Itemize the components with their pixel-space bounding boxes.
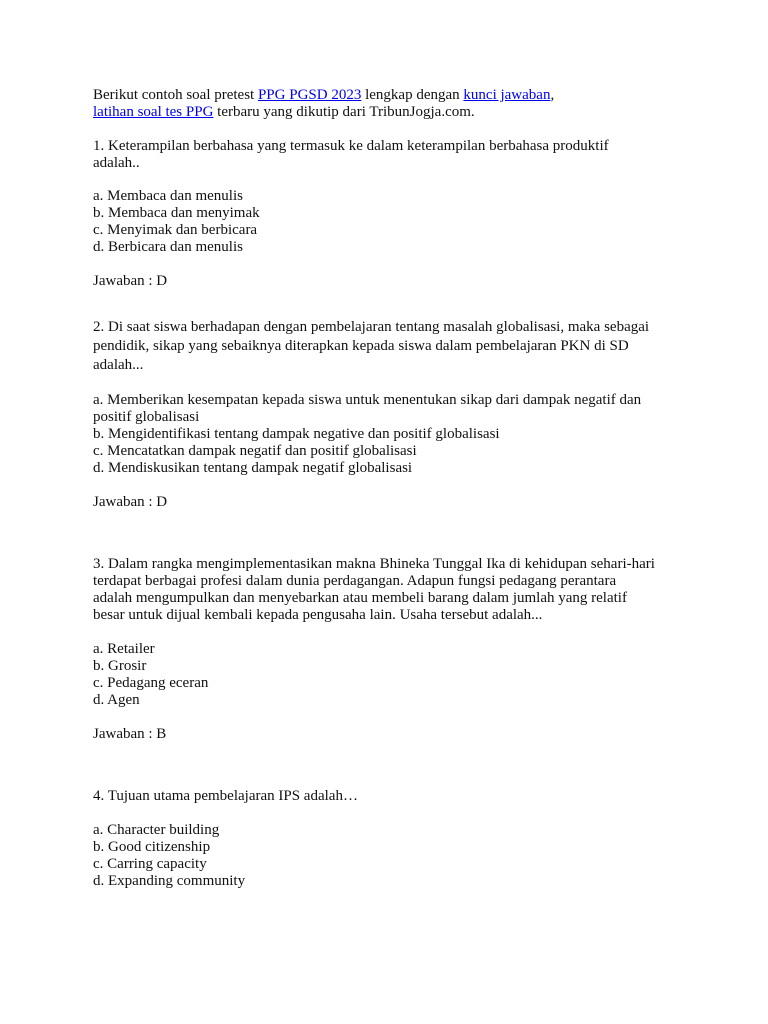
- answer-text: Jawaban : D: [93, 494, 168, 510]
- question-4: [93, 788, 693, 890]
- option-item: positif globalisasi: [93, 409, 200, 425]
- question-line: 1. Keterampilan berbahasa yang termasuk ke dalam keterampilan berbahasa produktif: [93, 138, 609, 154]
- question-text: [93, 788, 693, 805]
- question-line: 3. Dalam rangka mengimplementasikan makna Bhineka Tunggal Ika di kehidupan sehari-hari: [93, 556, 655, 572]
- answer-text: Jawaban : B: [93, 726, 167, 742]
- option-item: a. Membaca dan menulis: [93, 188, 243, 204]
- option-item: b. Grosir: [93, 658, 147, 674]
- question-line: 4. Tujuan utama pembelajaran IPS adalah…: [93, 788, 358, 804]
- option-item: c. Carring capacity: [93, 856, 207, 872]
- option-item: b. Mengidentifikasi tentang dampak negative dan positif globalisasi: [93, 426, 500, 442]
- question-text: [93, 556, 693, 624]
- option-list: [93, 822, 693, 890]
- option-item: b. Membaca dan menyimak: [93, 205, 260, 221]
- link-latihan-soal-tes-ppg[interactable]: latihan soal tes PPG: [93, 104, 214, 120]
- option-item: c. Menyimak dan berbicara: [93, 222, 258, 238]
- question-text: [93, 138, 693, 172]
- question-line: adalah mengumpulkan dan menyebarkan atau membeli barang dalam jumlah yang relatif: [93, 590, 627, 606]
- question-2: [93, 318, 693, 511]
- question-3: [93, 556, 693, 743]
- option-item: a. Character building: [93, 822, 220, 838]
- question-line: terdapat berbagai profesi dalam dunia perdagangan. Adapun fungsi pedagang perantara: [93, 573, 617, 589]
- question-line: pendidik, sikap yang sebaiknya diterapkan kepada siswa dalam pembelajaran PKN di SD: [93, 338, 629, 354]
- intro-line-2: [93, 104, 693, 121]
- intro-line-1: [93, 87, 693, 104]
- option-list: [93, 641, 693, 709]
- option-item: d. Berbicara dan menulis: [93, 239, 243, 255]
- intro-text: Berikut contoh soal pretest: [93, 87, 258, 103]
- option-list: [93, 392, 693, 477]
- option-item: b. Good citizenship: [93, 839, 211, 855]
- option-item: d. Agen: [93, 692, 140, 708]
- question-line: adalah..: [93, 155, 140, 171]
- question-1: [93, 138, 693, 290]
- intro-text: lengkap dengan: [361, 87, 464, 103]
- answer-text: Jawaban : D: [93, 273, 168, 289]
- link-ppg-pgsd-2023[interactable]: PPG PGSD 2023: [257, 87, 362, 103]
- option-item: d. Mendiskusikan tentang dampak negatif globalisasi: [93, 460, 413, 476]
- option-item: c. Mencatatkan dampak negatif dan positif globalisasi: [93, 443, 417, 459]
- option-list: [93, 188, 693, 256]
- link-kunci-jawaban[interactable]: kunci jawaban: [463, 87, 551, 103]
- intro-text: terbaru yang dikutip dari TribunJogja.com.: [213, 104, 475, 120]
- option-item: a. Retailer: [93, 641, 155, 657]
- question-line: 2. Di saat siswa berhadapan dengan pembelajaran tentang masalah globalisasi, maka sebagai: [93, 319, 650, 335]
- option-item: a. Memberikan kesempatan kepada siswa untuk menentukan sikap dari dampak negatif dan: [93, 392, 642, 408]
- option-item: d. Expanding community: [93, 873, 246, 889]
- option-item: c. Pedagang eceran: [93, 675, 209, 691]
- question-line: adalah...: [93, 357, 144, 373]
- question-text: [93, 318, 693, 375]
- document-page: [93, 87, 693, 890]
- question-line: besar untuk dijual kembali kepada pengusaha lain. Usaha tersebut adalah...: [93, 607, 543, 623]
- intro-text: ,: [550, 87, 555, 103]
- intro-paragraph: [93, 87, 693, 121]
